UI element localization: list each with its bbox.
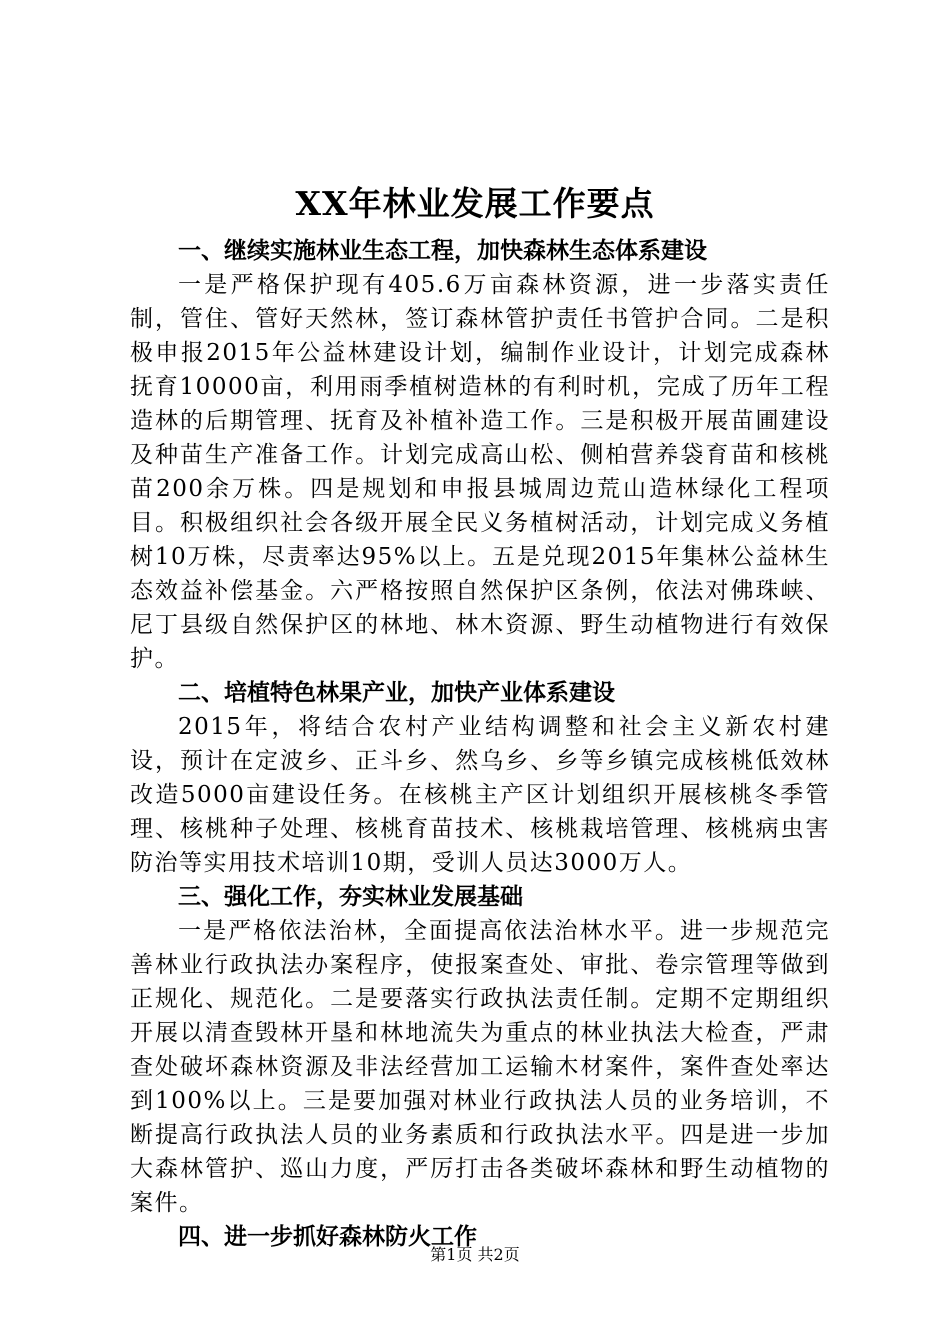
section-paragraph-1: 一是严格保护现有405.6万亩森林资源，进一步落实责任制，管住、管好天然林，签订森林管护责任书管护合同。二是积极申报2015年公益林建设计划，编制作业设计，计划完成森林抚育10000亩，利用雨季植树造林的有利时机，完成了历年工程造林的后期管理、抚育及补植补造工作。三是积极开展苗圃建设及种苗生产准备工作。计划完成高山松、侧柏营养袋育苗和核桃苗200余万株。四是规划和申报县城周边荒山造林绿化工程项目。积极组织社会各级开展全民义务植树活动，计划完成义务植树10万株，尽责率达95%以上。五是兑现2015年集林公益林生态效益补偿基金。六严格按照自然保护区条例，依法对佛珠峡、尼丁县级自然保护区的林地、林木资源、野生动植物进行有效保护。: [130, 272, 830, 672]
section-paragraph-2: 2015年，将结合农村产业结构调整和社会主义新农村建设，预计在定波乡、正斗乡、然乌乡、乡等乡镇完成核桃低效林改造5000亩建设任务。在核桃主产区计划组织开展核桃冬季管理、核桃种子处理、核桃育苗技术、核桃栽培管理、核桃病虫害防治等实用技术培训10期，受训人员达3000万人。: [130, 714, 830, 876]
section-heading-3: 三、强化工作，夯实林业发展基础: [178, 883, 523, 910]
document-body: [130, 234, 830, 1254]
page-footer: 第1页 共2页: [430, 1245, 520, 1264]
section-heading-2: 二、培植特色林果产业，加快产业体系建设: [178, 679, 615, 706]
section-heading-4: 四、进一步抓好森林防火工作: [178, 1223, 477, 1250]
section-heading-1: 一、继续实施林业生态工程，加快森林生态体系建设: [178, 237, 707, 264]
document-title: XX年林业发展工作要点: [295, 184, 655, 223]
section-paragraph-3: 一是严格依法治林，全面提高依法治林水平。进一步规范完善林业行政执法办案程序，使报案查处、审批、卷宗管理等做到正规化、规范化。二是要落实行政执法责任制。定期不定期组织开展以清查毁林开垦和林地流失为重点的林业执法大检查，严肃查处破坏森林资源及非法经营加工运输木材案件，案件查处率达到100%以上。三是要加强对林业行政执法人员的业务培训，不断提高行政执法人员的业务素质和行政执法水平。四是进一步加大森林管护、巡山力度，严厉打击各类破坏森林和野生动植物的案件。: [130, 918, 830, 1216]
